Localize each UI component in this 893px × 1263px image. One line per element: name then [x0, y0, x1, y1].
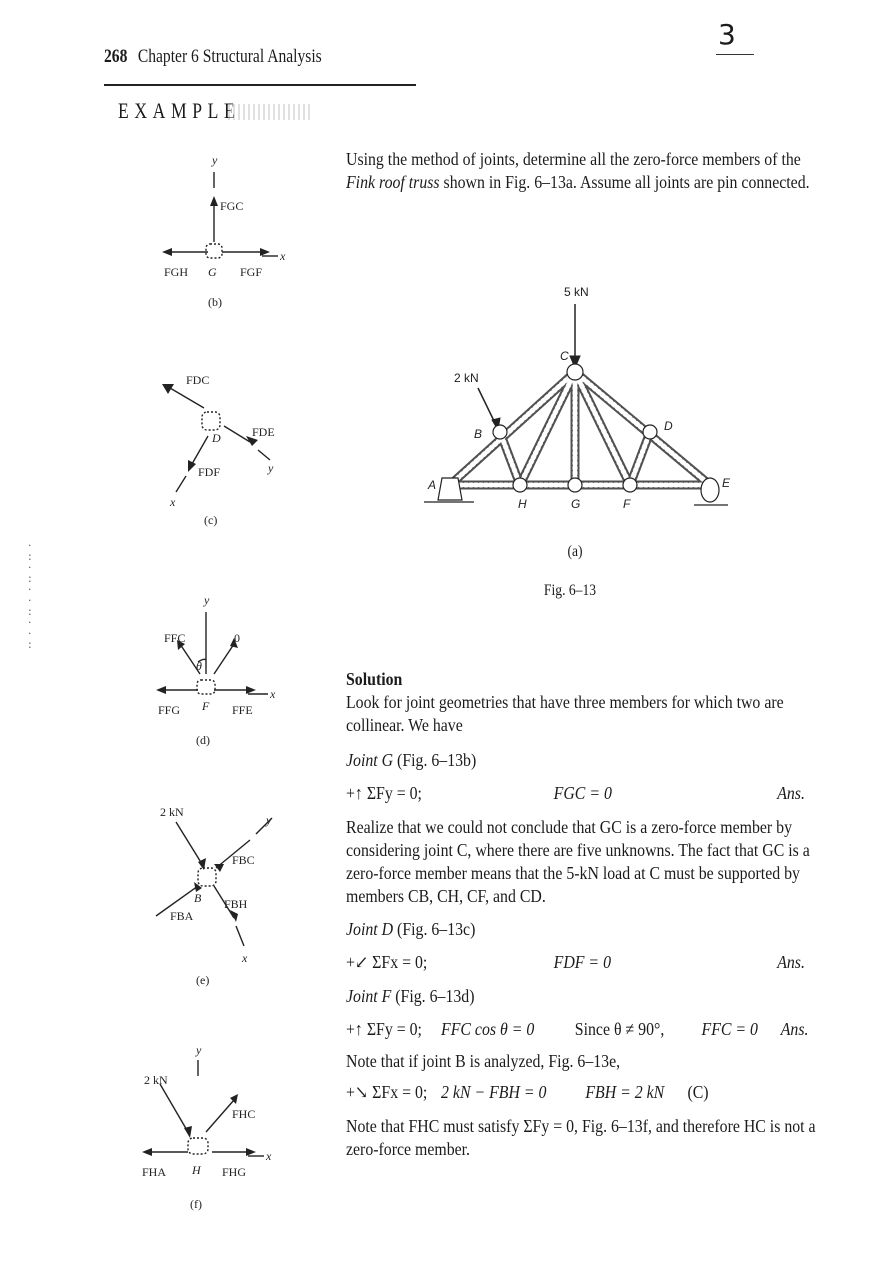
fgh-label: FGH: [164, 265, 189, 279]
x-label: x: [170, 495, 176, 509]
pin-support-a: [438, 478, 462, 500]
header-rule: [104, 84, 416, 86]
label-e: (e): [196, 973, 210, 987]
joint-g-equation: +↑ ΣFy = 0; FGC = 0 Ans.: [346, 783, 805, 803]
hc-conclusion: Note that FHC must satisfy ΣFy = 0, Fig. 6–13f, and therefore HC is not a zero-force member.: [346, 1116, 816, 1159]
joint-d-heading: Joint D (Fig. 6–13c): [346, 919, 476, 939]
x-axis: [176, 476, 186, 492]
arrowhead-left: [162, 248, 172, 256]
joint-f-text: F: [202, 699, 210, 713]
x-label: x: [270, 687, 276, 701]
joint-f-pin: [197, 680, 215, 694]
joint-g-plate: [568, 478, 582, 492]
solution-intro: Look for joint geometries that have three members for which two are collinear. We have: [346, 692, 784, 735]
bh-hatch: [500, 432, 520, 485]
zero-member: [214, 644, 234, 674]
roller-support-e: [701, 478, 719, 502]
arrowhead-fhg: [246, 1148, 256, 1156]
fdc-label: FDC: [186, 373, 210, 387]
solution-block: [346, 668, 816, 1161]
fink-truss-figure: [410, 280, 740, 520]
load-2kn: [160, 1084, 188, 1132]
fbd-joint-f: [150, 590, 300, 760]
ffg-label: FFG: [158, 703, 181, 717]
force-fhc: [206, 1100, 234, 1132]
y-axis: [258, 450, 270, 460]
y-label: y: [196, 1043, 202, 1057]
right-chord-hatch: [575, 372, 710, 485]
fha-label: FHA: [142, 1165, 167, 1179]
joint-d-plate: [643, 425, 657, 439]
ffe-label: FFE: [232, 703, 253, 717]
zero-label: 0: [234, 631, 240, 645]
figure-caption: Fig. 6–13: [543, 582, 597, 599]
chapter-label: Chapter 6: [137, 46, 199, 67]
arrowhead-load: [184, 1126, 192, 1138]
arrowhead-ffe: [246, 686, 256, 694]
joint-h-plate: [513, 478, 527, 492]
label-d: (d): [196, 733, 210, 747]
joint-c-label: C: [560, 349, 569, 363]
handwritten-page-mark: 3: [718, 18, 736, 51]
x-label: x: [280, 249, 286, 263]
load-label: 2 kN: [144, 1073, 168, 1087]
running-header: [104, 46, 322, 68]
arrowhead-fdf: [188, 460, 196, 472]
gc-discussion: Realize that we could not conclude that GC is a zero-force member by considering joint C, where there are five unknowns. The fact that GC is a zero-force member means that the 5-kN load at C must be supported by members CB, CH, CF, and CD.: [346, 817, 810, 906]
joint-f-equation: +↑ ΣFy = 0; FFC cos θ = 0 Since θ ≠ 90°, FFC = 0 Ans.: [346, 1019, 809, 1039]
joint-b-text: B: [194, 891, 202, 905]
y-label: y: [266, 813, 272, 827]
joint-d-equation: +↙ ΣFx = 0; FDF = 0 Ans.: [346, 952, 805, 972]
page-number: 268: [104, 46, 128, 67]
solution-heading: Solution: [346, 669, 403, 689]
hc-hatch: [520, 372, 575, 485]
x-label: x: [242, 951, 248, 965]
joint-g-heading: Joint G (Fig. 6–13b): [346, 750, 477, 770]
theta-label: θ: [196, 659, 202, 673]
joint-a-label: A: [428, 478, 437, 492]
label-f: (f): [190, 1197, 202, 1211]
joint-c-plate: [567, 364, 583, 380]
label-2kn: 2 kN: [454, 371, 479, 385]
joint-h-pin: [188, 1138, 208, 1154]
joint-b-note: Note that if joint B is analyzed, Fig. 6–13e,: [346, 1051, 621, 1071]
joint-f-label: F: [623, 497, 631, 511]
joint-h-label: H: [518, 497, 527, 511]
joint-b-pin: [198, 868, 216, 886]
joint-b-label: B: [474, 427, 483, 441]
joint-d-label: D: [664, 419, 673, 433]
fba-label: FBA: [170, 909, 194, 923]
fhc-label: FHC: [232, 1107, 256, 1121]
x-label: x: [266, 1149, 272, 1163]
joint-f-plate: [623, 478, 637, 492]
y-label: y: [268, 461, 274, 475]
fde-label: FDE: [252, 425, 275, 439]
fgc-label: FGC: [220, 199, 244, 213]
figure-sublabel-a: (a): [567, 543, 583, 560]
joint-h-text: H: [192, 1163, 201, 1177]
fgf-label: FGF: [240, 265, 263, 279]
chapter-title: Structural Analysis: [202, 46, 322, 67]
label-5kn: 5 kN: [564, 285, 589, 299]
joint-e-label: E: [722, 476, 731, 490]
arrowhead-up: [210, 196, 218, 206]
arrowhead-fbh: [230, 910, 238, 922]
load-label: 2 kN: [160, 805, 184, 819]
arrowhead-right: [260, 248, 270, 256]
fbd-joint-d: [150, 368, 300, 538]
fd-hatch: [630, 432, 650, 485]
x-axis: [236, 926, 244, 946]
label-b: (b): [208, 295, 222, 309]
joint-g-label: G: [571, 497, 581, 511]
intro-paragraph: Using the method of joints, determine all the zero-force members of the Fink roof truss shown in Fig. 6–13a. Assume all joints are pin connected.: [346, 149, 810, 192]
fbd-joint-b: [150, 802, 300, 992]
joint-b-plate: [493, 425, 507, 439]
intro-block: [346, 148, 810, 194]
force-fdc: [170, 388, 204, 408]
fbh-label: FBH: [224, 897, 248, 911]
ffc-label: FFC: [164, 631, 186, 645]
joint-g-pin: [206, 244, 222, 258]
scan-margin-artifacts: · : · : · · : · · :: [28, 539, 32, 651]
fdf-label: FDF: [198, 465, 221, 479]
arrowhead-fha: [142, 1148, 152, 1156]
load-2kn: [176, 822, 202, 864]
y-label: y: [212, 153, 218, 167]
joint-b-equation: +↘ ΣFx = 0; 2 kN − FBH = 0 FBH = 2 kN (C): [346, 1082, 709, 1102]
fbd-joint-g: [150, 150, 300, 320]
joint-g-text: G: [208, 265, 217, 279]
joint-d-text: D: [212, 431, 221, 445]
force-fde: [224, 426, 250, 442]
joint-f-heading: Joint F (Fig. 6–13d): [346, 986, 475, 1006]
example-label: EXAMPLE: [118, 98, 241, 123]
fc-hatch: [575, 372, 630, 485]
fbc-label: FBC: [232, 853, 255, 867]
corner-underline: [716, 54, 754, 55]
fhg-label: FHG: [222, 1165, 247, 1179]
y-label: y: [204, 593, 210, 607]
arrowhead-ffg: [156, 686, 166, 694]
label-c: (c): [204, 513, 218, 527]
scan-smudge: [228, 104, 312, 120]
joint-d-pin: [202, 412, 220, 430]
force-fdf: [192, 436, 208, 464]
fbd-joint-h: [140, 1040, 300, 1220]
